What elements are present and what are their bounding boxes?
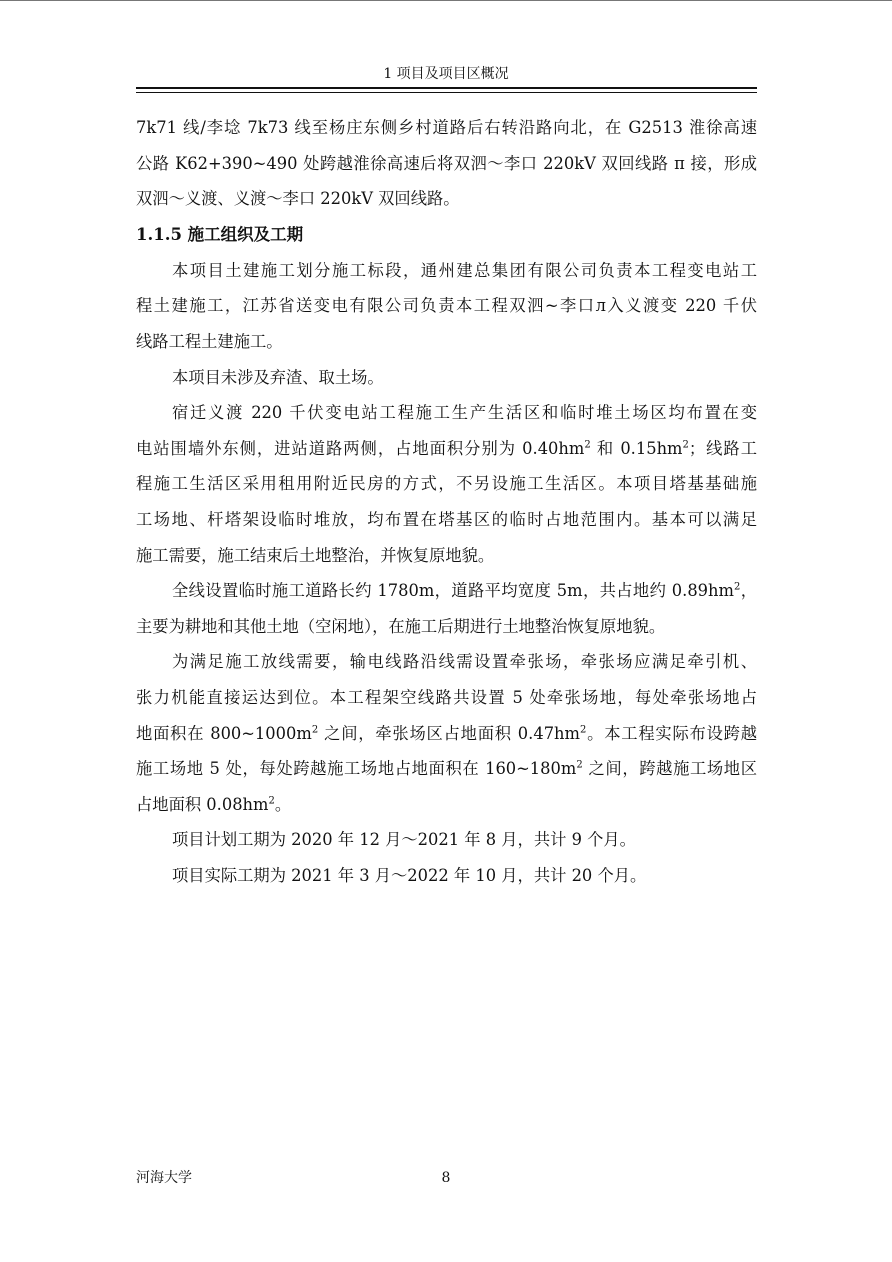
paragraph-line: 施工场地 5 处，每处跨越施工场地占地面积在 $160\sim 180m^2$ 之间，跨越施工场地区: [136, 759, 757, 779]
paragraph-line: 占地面积 $0.08hm^2$。: [136, 794, 292, 814]
page-number: 8: [441, 1170, 451, 1186]
paragraph-line: 电站围墙外东侧，进站道路两侧，占地面积分别为 $0.40hm^2$ 和 $0.15hm^2$；线路工: [136, 438, 757, 458]
section-heading: 1.1.5 施工组织及工期: [136, 224, 304, 244]
paragraph-line: 项目实际工期为 2021 年 3 月～2022 年 10 月，共计 20 个月。: [172, 865, 647, 885]
paragraph-line: 张力机能直接运达到位。本工程架空线路共设置 5 处牵张场地，每处牵张场地占: [136, 687, 757, 707]
paragraph-line: 本项目土建施工划分施工标段，通州建总集团有限公司负责本工程变电站工: [172, 260, 757, 280]
paragraph-line: 工场地、杆塔架设临时堆放，均布置在塔基区的临时占地范围内。基本可以满足: [136, 509, 757, 529]
paragraph-line: 主要为耕地和其他土地（空闲地），在施工后期进行土地整治恢复原地貌。: [136, 616, 666, 636]
text-line: 公路 K62+390~490 处跨越淮徐高速后将双泗～李口 220kV 双回线路 π 接，形成: [136, 153, 757, 173]
paragraph-line: 为满足施工放线需要，输电线路沿线需设置牵张场，牵张场应满足牵引机、: [172, 652, 757, 672]
paragraph-line: 宿迁义渡 220 千伏变电站工程施工生产生活区和临时堆土场区均布置在变: [172, 403, 757, 423]
text-line: 7k71 线/李埝 7k73 线至杨庄东侧乡村道路后右转沿路向北，在 G2513 淮徐高速: [136, 118, 757, 137]
body-text: [136, 110, 757, 893]
header-rule-thin: [136, 92, 757, 93]
paragraph-line: 本项目未涉及弃渣、取土场。: [172, 367, 384, 387]
paragraph-line: 全线设置临时施工道路长约 1780m，道路平均宽度 5m，共占地约 $0.89hm^2$，: [172, 581, 757, 601]
paragraph-line: 项目计划工期为 2020 年 12 月～2021 年 8 月，共计 9 个月。: [172, 830, 636, 850]
page-top-border: [0, 0, 892, 1]
text-line: 双泗～义渡、义渡～李口 220kV 双回线路。: [136, 189, 460, 209]
paragraph-line: 地面积在 $800\sim 1000m^2$ 之间，牵张场区占地面积 $0.47hm^2$。本工程实际布设跨越: [136, 723, 757, 743]
paragraph-line: 线路工程土建施工。: [136, 331, 283, 351]
footer-organization: 河海大学: [136, 1170, 192, 1186]
paragraph-line: 程施工生活区采用租用附近民房的方式，不另设施工生活区。本项目塔基基础施: [136, 474, 757, 494]
paragraph-line: 施工需要，施工结束后土地整治，并恢复原地貌。: [136, 545, 495, 565]
header-rule-thick: [136, 87, 757, 89]
running-header: 1 项目及项目区概况: [383, 66, 509, 82]
paragraph-line: 程土建施工，江苏省送变电有限公司负责本工程双泗~李口л入义渡变 220 千伏: [136, 296, 757, 316]
